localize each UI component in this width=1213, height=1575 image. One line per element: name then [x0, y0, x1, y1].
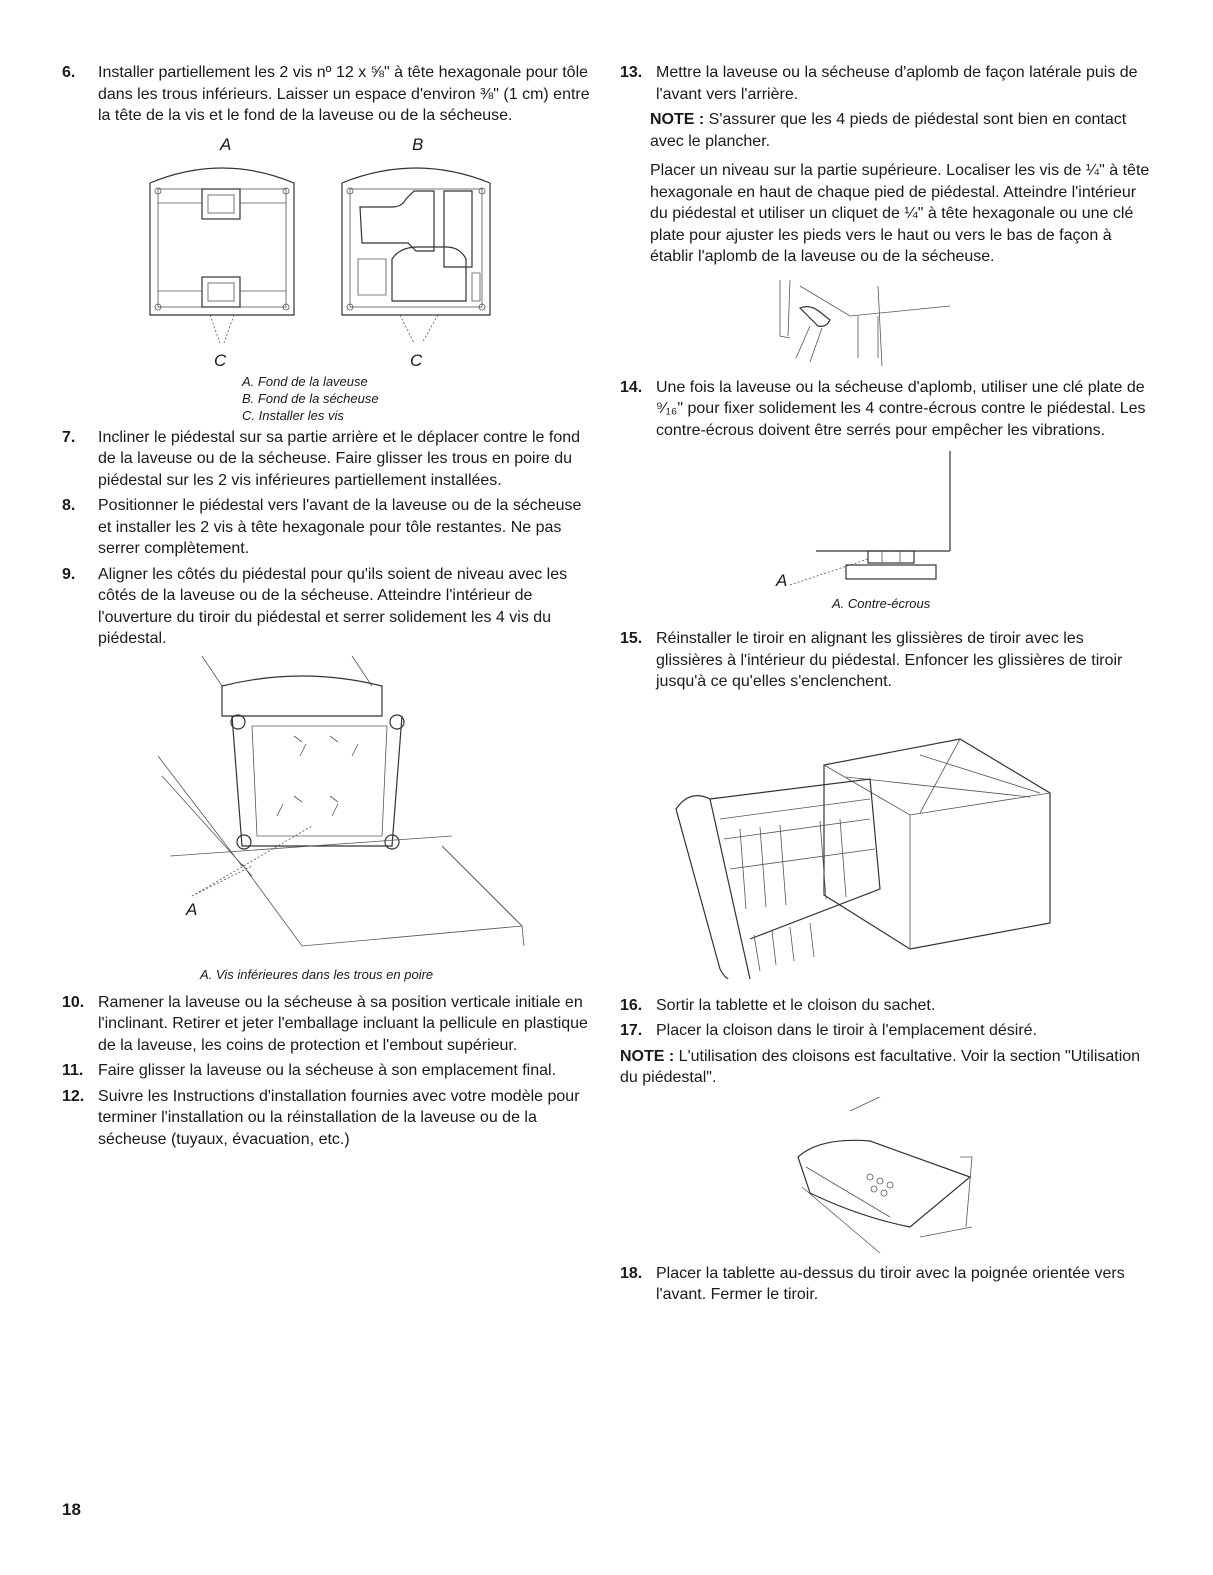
right-column — [620, 62, 1150, 1310]
figure-label-a: A — [186, 899, 198, 919]
step-number: 8. — [62, 497, 76, 514]
figure-pedestal-tilted — [62, 656, 592, 986]
step-text: Placer la cloison dans le tiroir à l'emplacement désiré. — [656, 1022, 1038, 1039]
step-text: Sortir la tablette et le cloison du sachet. — [656, 996, 936, 1014]
step-number: 18. — [620, 1264, 643, 1282]
step-number: 7. — [62, 428, 76, 446]
pedestal-tilted-illustration — [62, 656, 592, 966]
figure-drawer-slides — [620, 699, 1150, 989]
step-6 — [62, 62, 592, 127]
step-text: Réinstaller le tiroir en alignant les glissières de tiroir avec les glissières à l'intérieur du piédestal. Enfoncer les glissières de tiroir jusqu'à ce qu'elles s'enclenchent. — [656, 630, 1123, 690]
step-8 — [62, 495, 592, 560]
step-14 — [620, 377, 1150, 442]
locknuts-illustration — [620, 447, 1150, 597]
step-number: 17. — [620, 1022, 643, 1039]
step-13 — [620, 62, 1150, 105]
caption-b: B. Fond de la sécheuse — [242, 390, 379, 406]
caption-c: C. Installer les vis — [242, 407, 344, 423]
step-text: Mettre la laveuse ou la sécheuse d'aplomb de façon latérale puis de l'avant vers l'arrière. — [656, 64, 1138, 103]
figure-bottom-views — [62, 133, 592, 423]
step-16 — [620, 995, 1150, 1017]
note-text: L'utilisation des cloisons est facultative. Voir la section "Utilisation du piédestal". — [620, 1047, 1141, 1086]
step-number: 9. — [62, 565, 76, 583]
figure-caption: A. Vis inférieures dans les trous en poire — [200, 966, 434, 982]
step-text: Placer la tablette au-dessus du tiroir avec la poignée orientée vers l'avant. Fermer le tiroir. — [656, 1264, 1125, 1303]
step-17-note — [620, 1046, 1150, 1089]
step-13-note — [650, 109, 1150, 152]
figure-label-a: A — [776, 571, 788, 590]
step-number: 6. — [62, 64, 76, 81]
figure-label-c2: C — [410, 350, 423, 370]
step-10 — [62, 992, 592, 1057]
step-15 — [620, 628, 1150, 693]
step-18 — [620, 1263, 1150, 1306]
figure-shelf — [620, 1097, 1150, 1257]
page-number: 18 — [62, 1500, 81, 1519]
step-number: 11. — [62, 1062, 84, 1079]
figure-locknuts — [620, 447, 1150, 622]
figure-label-a: A — [220, 134, 232, 154]
note-label: NOTE : — [650, 111, 705, 128]
shelf-illustration — [620, 1097, 1150, 1257]
figure-label-c1: C — [214, 350, 227, 370]
step-text: Installer partiellement les 2 vis nº 12 x ⅝" à tête hexagonale pour tôle dans les trous inférieurs. Laisser un espace d'environ ⅜" (1 cm) entre la tête de la vis et le fond de la laveuse ou de la sécheuse. — [98, 64, 590, 124]
drawer-slides-illustration — [620, 699, 1150, 979]
step-text: Aligner les côtés du piédestal pour qu'ils soient de niveau avec les côtés de la laveuse ou de la sécheuse. Atteindre l'intérieur de l'ouverture du tiroir du piédestal et serrer solidement les 4 vis du piédestal. — [98, 565, 568, 647]
step-number: 16. — [620, 996, 643, 1014]
step-number: 13. — [620, 64, 643, 81]
step-number: 14. — [620, 378, 643, 396]
figure-leveling-wrench — [620, 276, 1150, 371]
step-7 — [62, 427, 592, 492]
step-text: Incliner le piédestal sur sa partie arrière et le déplacer contre le fond de la laveuse ou de la sécheuse. Faire glisser les trous en poire du piédestal sur les 2 vis inférieures partiellement installées. — [98, 428, 581, 489]
step-17 — [620, 1020, 1150, 1042]
step-text: Une fois la laveuse ou la sécheuse d'aplomb, utiliser une clé plate de ⁹⁄₁₆" pour fixer solidement les 4 contre-écrous contre le piédestal. Les contre-écrous doivent être serrés pour empêcher les vibrations. — [656, 378, 1146, 439]
note-text: S'assurer que les 4 pieds de piédestal sont bien en contact avec le plancher. — [650, 111, 1127, 150]
figure-caption-block — [242, 373, 379, 424]
washer-dryer-bottom-illustration — [62, 155, 592, 385]
note-label: NOTE : — [620, 1047, 675, 1065]
step-number: 12. — [62, 1087, 85, 1105]
step-11 — [62, 1060, 592, 1082]
left-column — [62, 62, 592, 1154]
step-number: 15. — [620, 630, 643, 647]
figure-caption: A. Contre-écrous — [832, 596, 931, 611]
step-text: Positionner le piédestal vers l'avant de la laveuse ou de la sécheuse et installer les 2 vis à tête hexagonale pour tôle restantes. Ne pas serrer complètement. — [98, 497, 582, 557]
step-text: Ramener la laveuse ou la sécheuse à sa position verticale initiale en l'inclinant. Retirer et jeter l'emballage incluant la pellicule en plastique de la laveuse, les coins de protection et l'embout supérieur. — [98, 993, 588, 1054]
leveling-wrench-illustration — [620, 276, 1150, 371]
step-number: 10. — [62, 993, 85, 1011]
step-13-extra: Placer un niveau sur la partie supérieure. Localiser les vis de ¼" à tête hexagonale en haut de chaque pied de piédestal. Atteindre l'intérieur du piédestal et utiliser un cliquet de ¼" à tête hexagonale ou une clé plate pour ajuster les pieds vers le haut ou vers le bas de façon à établir l'aplomb de la laveuse ou de la sécheuse. — [650, 162, 1150, 265]
step-12 — [62, 1086, 592, 1151]
caption-a: A. Fond de la laveuse — [242, 373, 368, 389]
figure-label-b: B — [412, 134, 424, 154]
step-text: Suivre les Instructions d'installation fournies avec votre modèle pour terminer l'installation ou la réinstallation de la laveuse ou de la sécheuse (tuyaux, évacuation, etc.) — [98, 1087, 580, 1148]
step-9 — [62, 564, 592, 650]
step-text: Faire glisser la laveuse ou la sécheuse à son emplacement final. — [98, 1062, 557, 1079]
